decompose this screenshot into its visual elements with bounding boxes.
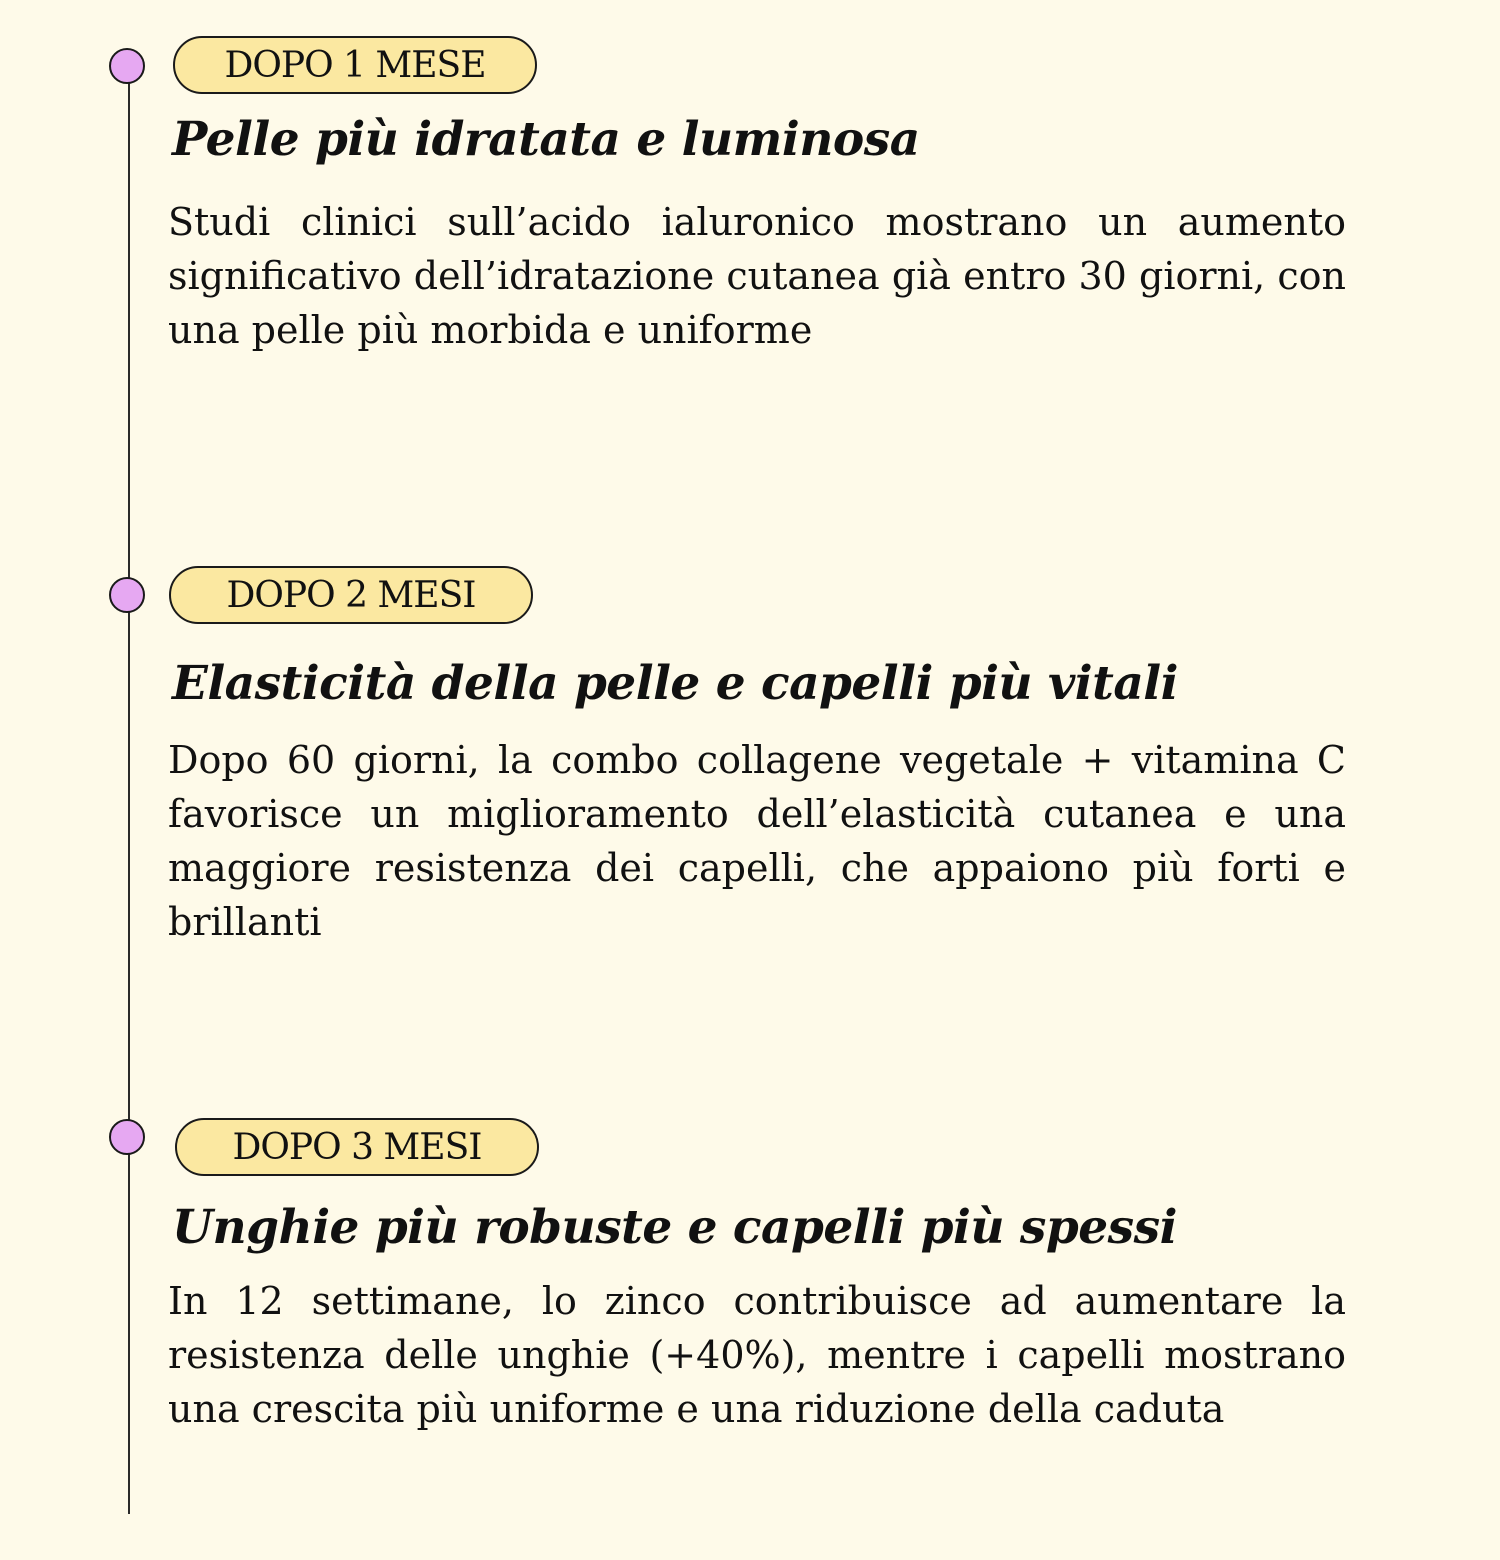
- timeline-dot: [109, 577, 145, 613]
- step-title: Unghie più robuste e capelli più spessi: [172, 1200, 1177, 1255]
- step-description: Dopo 60 giorni, la combo collagene vegetale + vitamina C favorisce un miglioramento dell’elasticità cutanea e una maggiore resistenza dei capelli, che appaiono più forti e brillanti: [168, 738, 1346, 944]
- step-title: Elasticità della pelle e capelli più vitali: [172, 656, 1179, 711]
- step-badge: DOPO 2 MESI: [169, 566, 533, 624]
- step-description: Studi clinici sull’acido ialuronico mostrano un aumento significativo dell’idratazione cutanea già entro 30 giorni, con una pelle più morbida e uniforme: [168, 200, 1346, 352]
- step-badge: DOPO 3 MESI: [175, 1118, 539, 1176]
- step-description: In 12 settimane, lo zinco contribuisce ad aumentare la resistenza delle unghie (+40%), mentre i capelli mostrano una crescita più uniforme e una riduzione della caduta: [168, 1279, 1346, 1431]
- timeline-line: [128, 66, 130, 1514]
- timeline-dot: [109, 1119, 145, 1155]
- step-title: Pelle più idratata e luminosa: [172, 112, 920, 167]
- step-badge: DOPO 1 MESE: [173, 36, 537, 94]
- timeline-dot: [109, 48, 145, 84]
